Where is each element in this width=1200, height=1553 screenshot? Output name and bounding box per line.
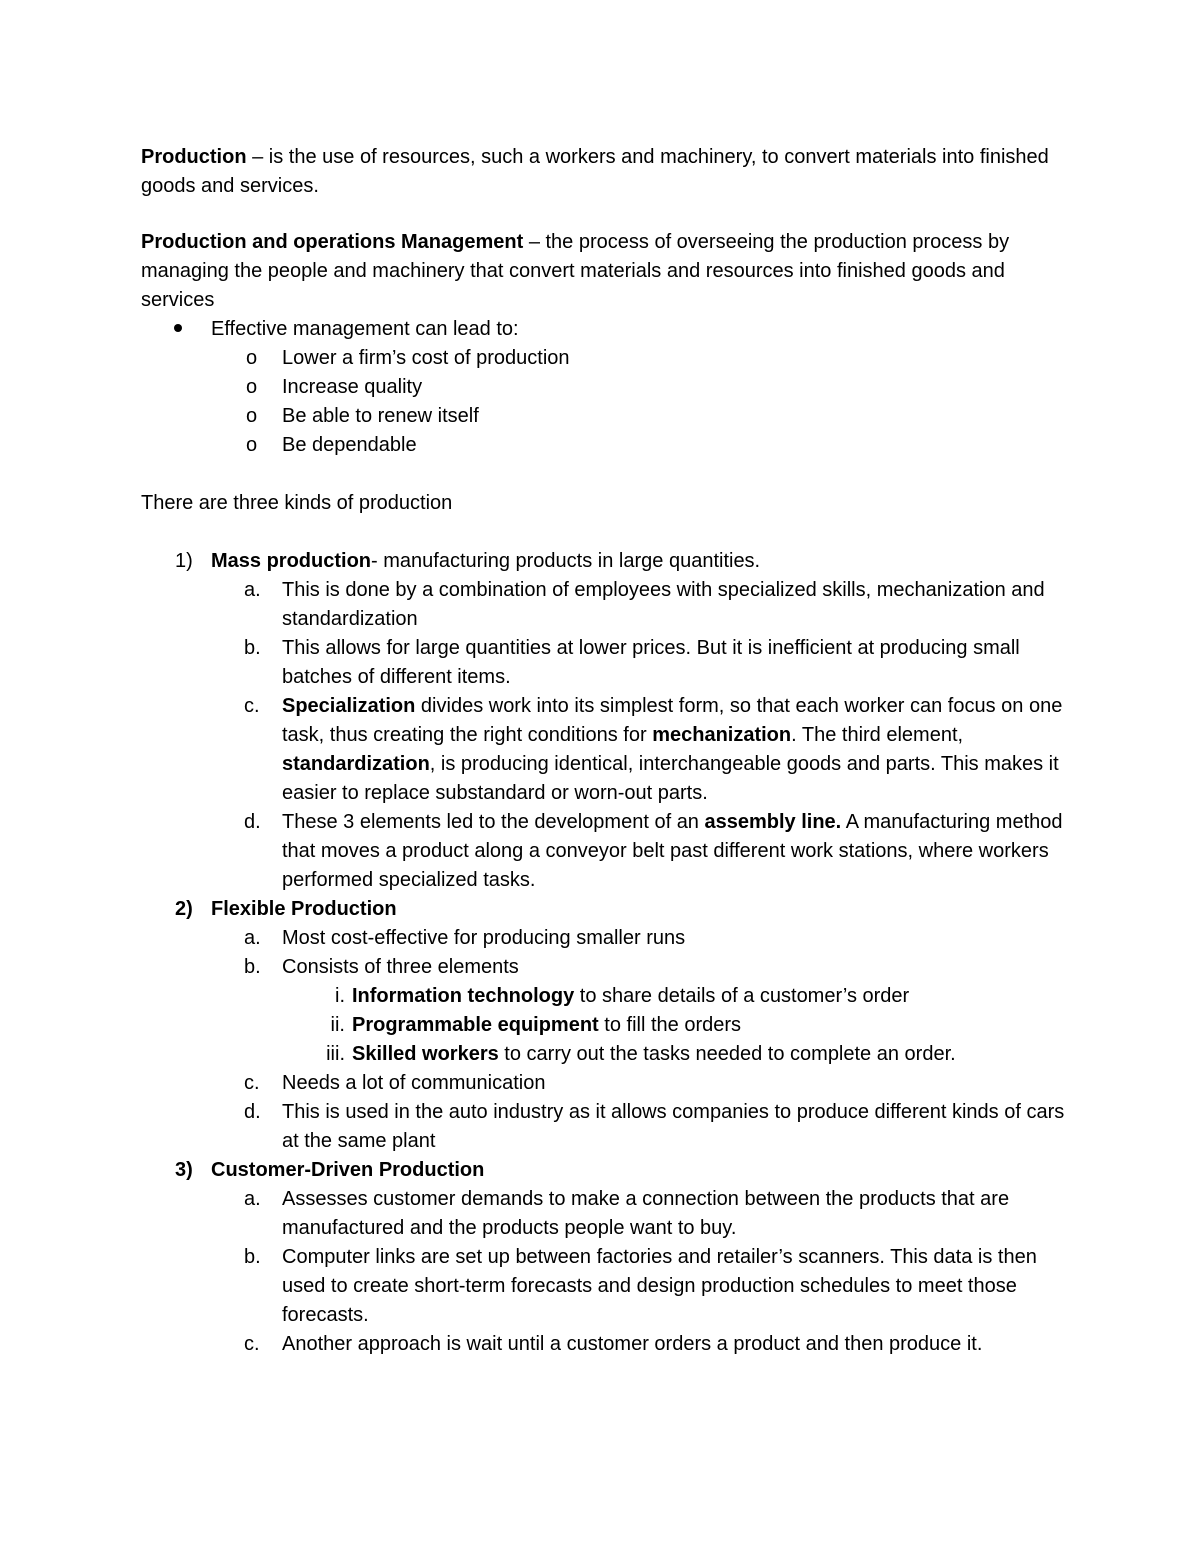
- list-item-mass-production: 1) Mass production- manufacturing products in large quantities.: [175, 550, 761, 572]
- production-term: Production: [141, 146, 247, 168]
- document-body: [141, 143, 1066, 1359]
- pom-term: Production and operations Management: [141, 231, 524, 253]
- list-item: a. Assesses customer demands to make a connection between the products that are manufactured and the products people want to buy.: [244, 1188, 1010, 1239]
- bullet-icon: [174, 315, 182, 344]
- list-item-customer-driven-production: 3) Customer-Driven Production: [175, 1159, 485, 1181]
- sub-item: o Increase quality: [246, 376, 423, 398]
- list-item: d. These 3 elements led to the development of an assembly line. A manufacturing method that moves a product along a conveyor belt past different work stations, where workers performed specialized tasks.: [244, 811, 1063, 891]
- pom-definition: [141, 228, 1066, 315]
- sub-item: o Lower a firm’s cost of production: [246, 347, 570, 369]
- list-item: c. Another approach is wait until a customer orders a product and then produce it.: [244, 1333, 983, 1355]
- customer-title: Customer-Driven Production: [211, 1159, 485, 1181]
- bullet-item: Effective management can lead to:: [141, 315, 1066, 344]
- list-item: b. Computer links are set up between factories and retailer’s scanners. This data is then used to create short-term forecasts and design production schedules to meet those forecasts.: [244, 1246, 1037, 1326]
- production-text: – is the use of resources, such a workers and machinery, to convert materials into finished goods and services.: [141, 146, 1049, 197]
- sub-item: o Be able to renew itself: [246, 405, 479, 427]
- list-item: c. Specialization divides work into its simplest form, so that each worker can focus on one task, thus creating the right conditions for mechanization. The third element, standardization, is producing identical, interchangeable goods and parts. This makes it easier to replace substandard or worn-out parts.: [244, 695, 1063, 804]
- list-item: a. Most cost-effective for producing smaller runs: [244, 927, 686, 949]
- list-item: b. Consists of three elements: [244, 956, 519, 978]
- list-item: a. This is done by a combination of employees with specialized skills, mechanization and standardization: [244, 579, 1045, 630]
- list-item: c. Needs a lot of communication: [244, 1072, 546, 1094]
- list-item-flexible-production: 2) Flexible Production: [175, 898, 397, 920]
- list-item: d. This is used in the auto industry as it allows companies to produce different kinds of cars at the same plant: [244, 1101, 1065, 1152]
- list-item: b. This allows for large quantities at lower prices. But it is inefficient at producing small batches of different items.: [244, 637, 1020, 688]
- kinds-intro: There are three kinds of production: [141, 492, 453, 514]
- list-item: ii. Programmable equipment to fill the orders: [330, 1014, 742, 1036]
- sub-item: o Be dependable: [246, 434, 417, 456]
- list-item: iii. Skilled workers to carry out the tasks needed to complete an order.: [326, 1043, 956, 1065]
- flexible-title: Flexible Production: [211, 898, 397, 920]
- mass-title: Mass production: [211, 550, 372, 572]
- list-item: i. Information technology to share details of a customer’s order: [335, 985, 910, 1007]
- pom-text: – the process of overseeing the production process by managing the people and machinery that convert materials and resources into finished goods and services: [141, 231, 1010, 311]
- production-definition: [141, 143, 1066, 201]
